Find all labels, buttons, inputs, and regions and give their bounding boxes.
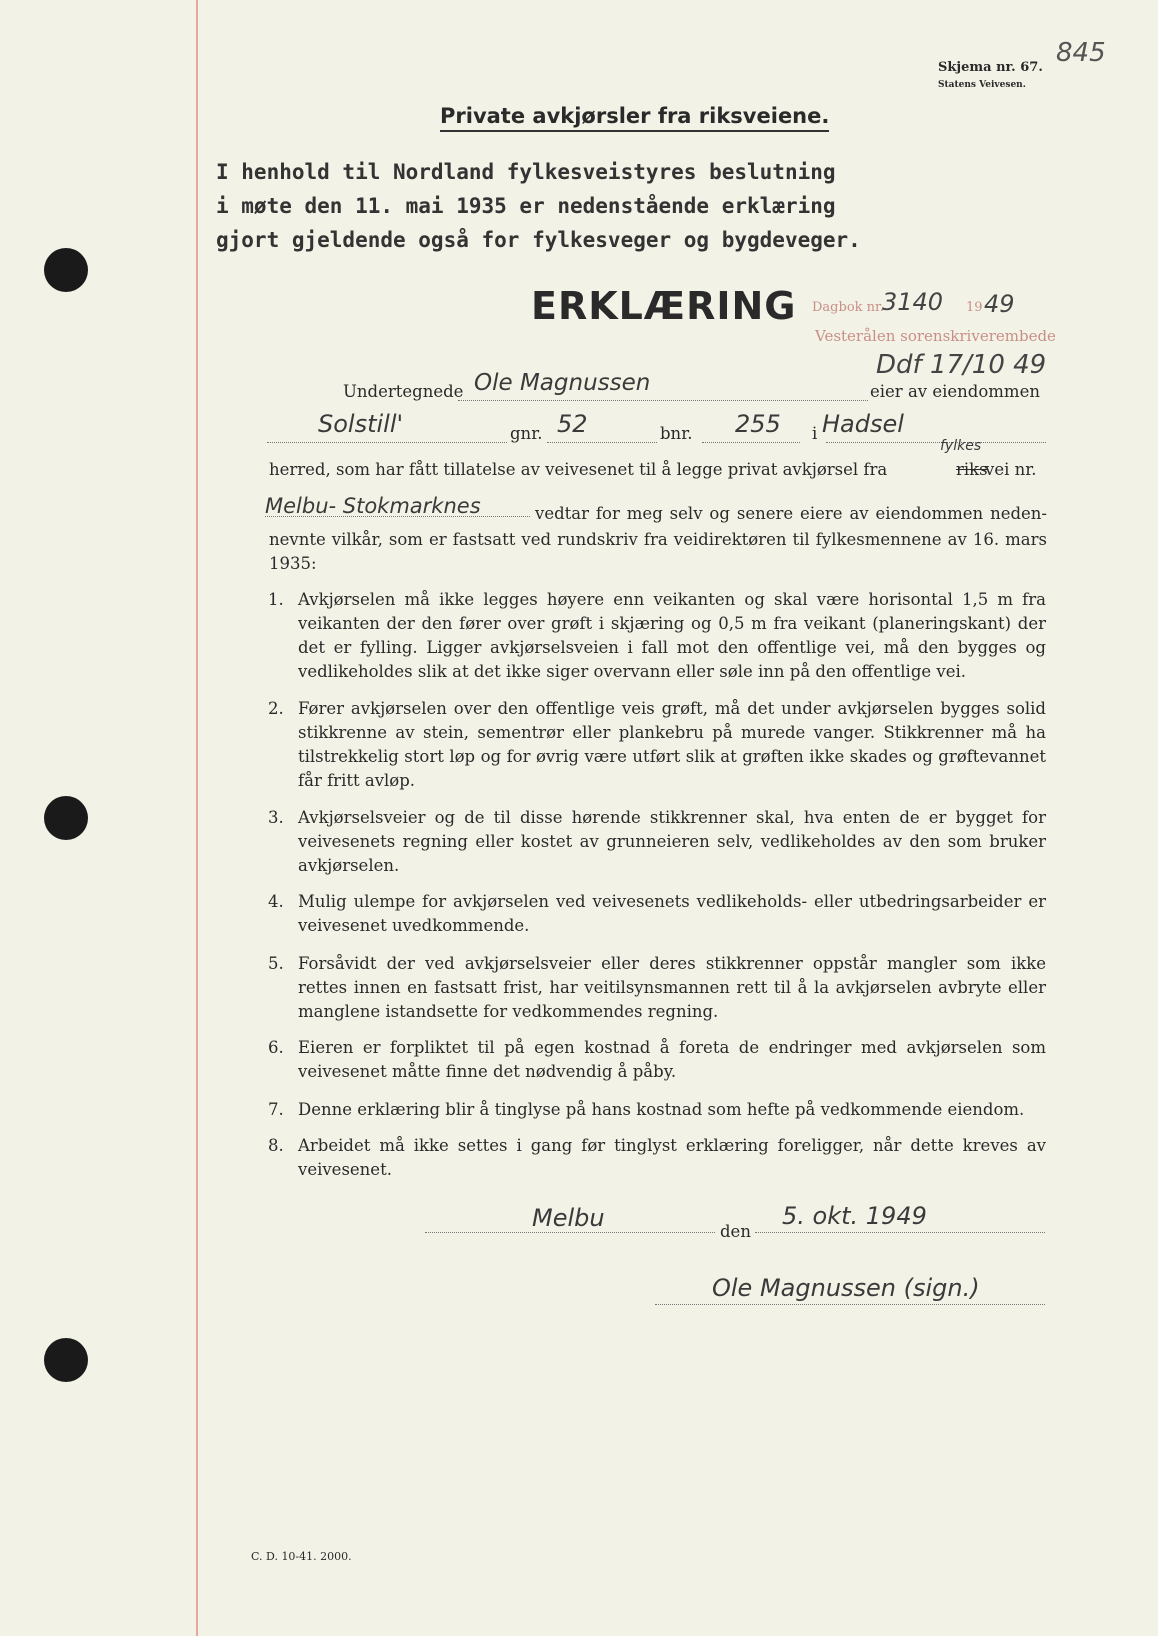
road-suffix: vei nr.: [985, 460, 1037, 479]
condition-number: 3.: [268, 808, 284, 827]
undersigned-label: Undertegnede: [343, 382, 464, 401]
agency-name: Statens Veivesen.: [938, 80, 1026, 90]
condition-number: 7.: [268, 1100, 284, 1119]
property-line: [267, 442, 507, 443]
place-line: [425, 1232, 715, 1233]
gnr-line: [547, 442, 657, 443]
den-label: den: [720, 1222, 751, 1241]
print-code: C. D. 10-41. 2000.: [251, 1550, 352, 1563]
gnr-label: gnr.: [510, 424, 543, 443]
road-type-insert: fylkes: [940, 438, 982, 454]
form-number: Skjema nr. 67.: [938, 60, 1043, 75]
stamp-year-printed: 19: [966, 300, 983, 315]
condition-text: Denne erklæring blir å tinglyse på hans kostnad som hefte på vedkommende eiendom.: [298, 1100, 1025, 1119]
condition-text: Fører avkjørselen over den offentlige veis grøft, må det under avkjørselen bygges solid stikkrenne av stein, sementrør eller plankebru på murede vanger. Stikkrenner må ha tilstrekkelig stort løp og for øvrig være utført slik at grøften ikke skades og grøftevannet får fritt avløp.: [298, 699, 1046, 790]
punch-hole: [44, 1338, 88, 1382]
bnr-line: [702, 442, 800, 443]
date-line: [755, 1232, 1045, 1233]
signature-date: 5. okt. 1949: [782, 1202, 927, 1230]
stamp-office: Vesterålen sorenskriverembede: [815, 327, 1056, 345]
i-label: i: [812, 424, 818, 443]
commitment-text: nevnte vilkår, som er fastsatt ved rundskriv fra veidirektøren til fylkesmennene av 16. mars 1935:: [269, 530, 1047, 573]
heading-erklaering: ERKLÆRING: [531, 284, 797, 328]
condition-number: 1.: [268, 590, 284, 609]
undersigned-name: Ole Magnussen: [474, 370, 651, 396]
condition-text: Avkjørselsveier og de til disse hørende stikkrenner skal, hva enten de er bygget for veivesenets regning eller kostet av grunneieren selv, vedlikeholdes av den som bruker avkjørselen.: [298, 808, 1046, 875]
condition-number: 6.: [268, 1038, 284, 1057]
commitment-first-line: vedtar for meg selv og senere eiere av eiendommen neden-: [535, 504, 1047, 523]
punch-hole: [44, 248, 88, 292]
property-name: Solstill': [318, 410, 404, 438]
stamp-year-written: 49: [984, 290, 1015, 318]
condition-number: 8.: [268, 1136, 284, 1155]
road-name: Melbu- Stokmarknes: [265, 494, 481, 518]
intro-line-2: i møte den 11. mai 1935 er nedenstående erklæring: [216, 194, 836, 218]
condition-text: Forsåvidt der ved avkjørselsveier eller deres stikkrenner oppstår mangler som ikke rettes innen en fastsatt frist, har veitilsynsmannen rett til å la avkjørselen avbryte eller manglene istandsette for vedkommendes regning.: [298, 954, 1046, 1021]
condition-text: Arbeidet må ikke settes i gang før tinglyst erklæring foreligger, når dette kreves av veivesenet.: [298, 1136, 1046, 1179]
signature-place: Melbu: [532, 1204, 605, 1232]
condition-number: 4.: [268, 892, 284, 911]
document-title: Private avkjørsler fra riksveiene.: [440, 104, 829, 132]
signature-line: [655, 1304, 1045, 1305]
gnr-value: 52: [557, 410, 588, 438]
owner-label: eier av eiendommen: [870, 382, 1040, 401]
condition-text: Eieren er forpliktet til på egen kostnad å foreta de endringer med avkjørselen som veivesenet måtte finne det nødvendig å påby.: [298, 1038, 1046, 1081]
bnr-value: 255: [735, 410, 781, 438]
road-type-struck: riks: [956, 460, 988, 479]
municipality: Hadsel: [822, 410, 904, 438]
municipality-line: [826, 442, 1046, 443]
intro-line-1: I henhold til Nordland fylkesveistyres beslutning: [216, 160, 836, 184]
margin-line: [196, 0, 198, 1636]
condition-number: 2.: [268, 699, 284, 718]
condition-number: 5.: [268, 954, 284, 973]
permission-text: herred, som har fått tillatelse av veivesenet til å legge privat avkjørsel fra: [269, 460, 888, 479]
bnr-label: bnr.: [660, 424, 693, 443]
undersigned-line: [458, 400, 868, 401]
condition-text: Mulig ulempe for avkjørselen ved veivesenets vedlikeholds- eller utbedringsarbeider er veivesenet uvedkommende.: [298, 892, 1046, 935]
stamp-dagbok-number: 3140: [882, 288, 944, 316]
intro-line-3: gjort gjeldende også for fylkesveger og bygdeveger.: [216, 228, 861, 252]
condition-text: Avkjørselen må ikke legges høyere enn veikanten og skal være horisontal 1,5 m fra veikanten der den fører over grøft i skjæring og 0,5 m fra veikant (planeringskant) der det er fylling. Ligger avkjørselsveien i fall mot den offentlige vei, må den bygges og vedlikeholdes slik at det ikke siger overvann eller søle inn på den offentlige vei.: [298, 590, 1046, 681]
page-number: 845: [1056, 38, 1106, 68]
registration-note: Ddf 17/10 49: [876, 350, 1047, 380]
stamp-dagbok-label: Dagbok nr.: [812, 300, 884, 315]
punch-hole: [44, 796, 88, 840]
signature-name: Ole Magnussen (sign.): [712, 1274, 980, 1302]
